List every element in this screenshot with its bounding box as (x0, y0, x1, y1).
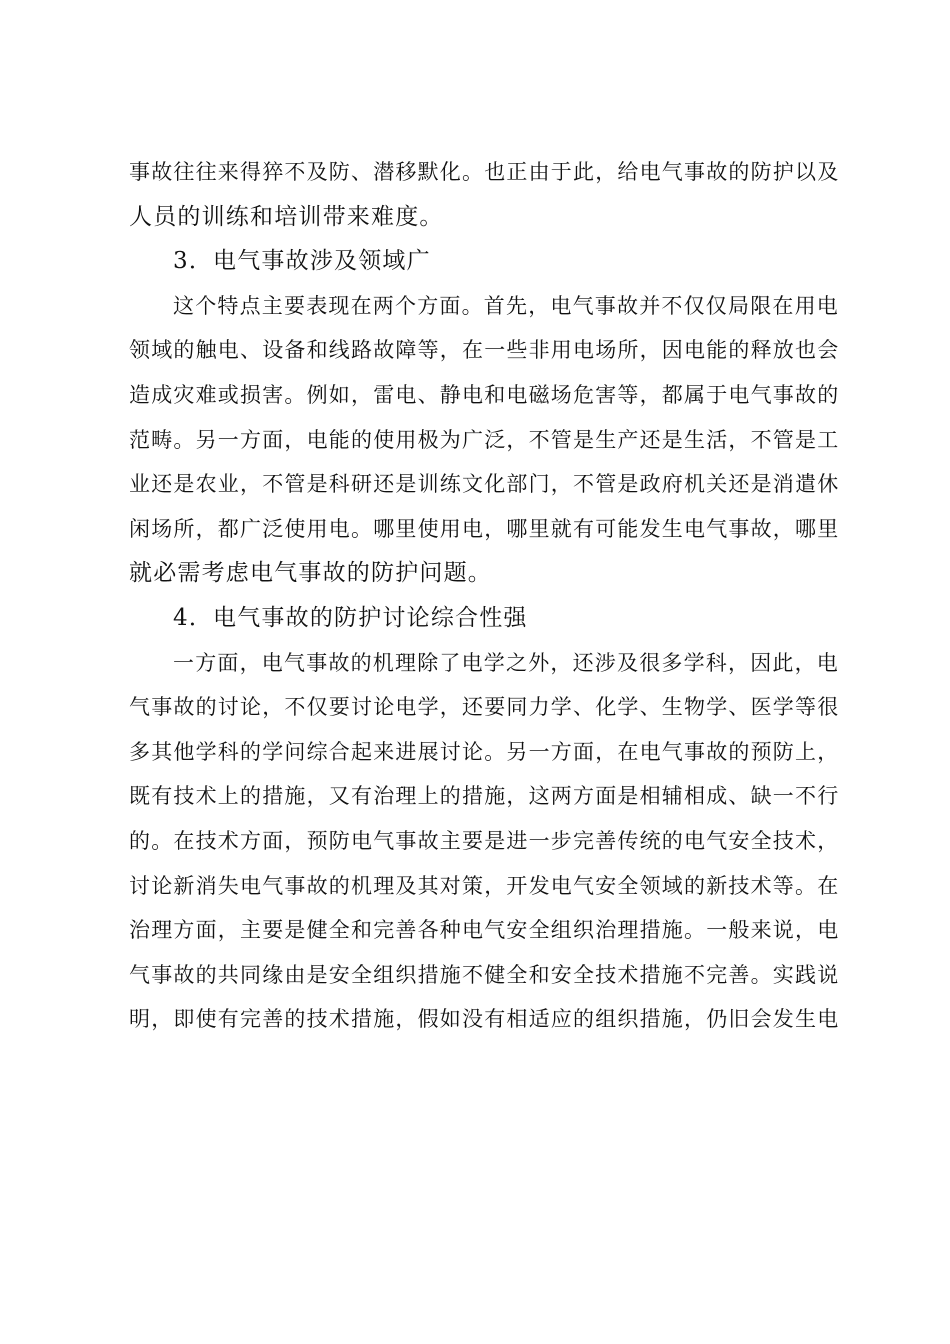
text-line: 气事故的讨论，不仅要讨论电学，还要同力学、化学、生物学、医学等很 (129, 695, 840, 720)
text-line: 造成灾难或损害。例如，雷电、静电和电磁场危害等，都属于电气事故的 (129, 382, 840, 407)
text-line: 业还是农业，不管是科研还是训练文化部门，不管是政府机关还是消遣休 (129, 472, 840, 497)
text-line: 领域的触电、设备和线路故障等，在一些非用电场所，因电能的释放也会 (129, 338, 840, 363)
text-line: 一方面，电气事故的机理除了电学之外，还涉及很多学科，因此，电 (173, 650, 839, 675)
section-heading: 4．电气事故的防护讨论综合性强 (173, 604, 528, 631)
body-text (129, 150, 843, 1042)
text-line: 治理方面，主要是健全和完善各种电气安全组织治理措施。一般来说，电 (129, 918, 840, 943)
section-heading: 3．电气事故涉及领域广 (173, 248, 431, 275)
text-line: 这个特点主要表现在两个方面。首先，电气事故并不仅仅局限在用电 (173, 293, 839, 318)
text-line: 闲场所，都广泛使用电。哪里使用电，哪里就有可能发生电气事故，哪里 (129, 516, 840, 541)
text-line: 气事故的共同缘由是安全组织措施不健全和安全技术措施不完善。实践说 (129, 962, 840, 987)
text-line: 讨论新消失电气事故的机理及其对策，开发电气安全领域的新技术等。在 (129, 873, 840, 898)
text-line: 多其他学科的学问综合起来进展讨论。另一方面，在电气事故的预防上， (129, 739, 840, 764)
text-line: 明，即使有完善的技术措施，假如没有相适应的组织措施，仍旧会发生电 (129, 1007, 840, 1032)
text-line: 既有技术上的措施，又有治理上的措施，这两方面是相辅相成、缺一不行 (129, 784, 840, 809)
text-line: 范畴。另一方面，电能的使用极为广泛，不管是生产还是生活，不管是工 (129, 427, 840, 452)
text-line: 就必需考虑电气事故的防护问题。 (129, 560, 492, 587)
text-line: 的。在技术方面，预防电气事故主要是进一步完善传统的电气安全技术， (129, 828, 840, 853)
text-line: 事故往往来得猝不及防、潜移默化。也正由于此，给电气事故的防护以及 (129, 160, 840, 184)
text-line: 人员的训练和培训带来难度。 (129, 203, 444, 230)
